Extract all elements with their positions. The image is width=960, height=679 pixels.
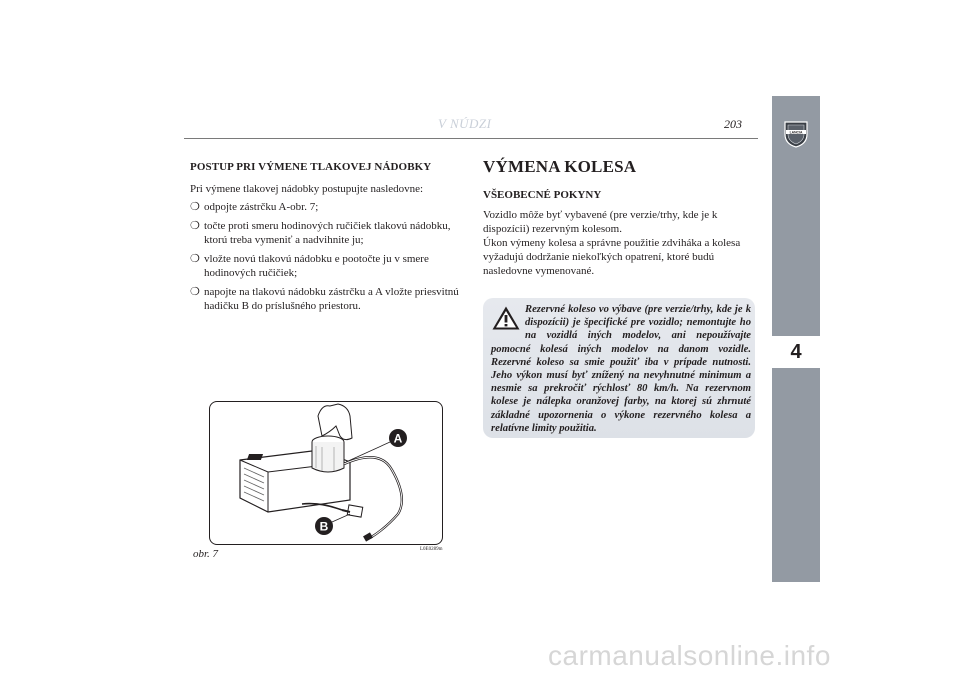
section-heading: POSTUP PRI VÝMENE TLAKOVEJ NÁDOBKY: [190, 161, 432, 173]
chapter-number: 4: [772, 336, 820, 368]
figure-code: L0E0289m: [420, 547, 443, 552]
list-item: ❍ odpojte zástrčku A-obr. 7;: [190, 201, 319, 213]
left-column: [190, 160, 462, 318]
bullet-circle-icon: ❍: [190, 201, 200, 213]
paragraph: Vozidlo môže byť vybavené (pre verzie/trhy, kde je k dispozícii) rezervným kolesom.: [483, 209, 718, 235]
callout-b: B: [319, 519, 329, 534]
page-title: VÝMENA KOLESA: [483, 157, 637, 176]
compressor-drawing: [210, 402, 442, 544]
procedure-list: [190, 200, 462, 313]
header-divider: [184, 138, 758, 139]
lancia-logo-icon: [782, 118, 810, 148]
figure-illustration: [209, 401, 443, 545]
warning-text: Rezervné koleso vo výbave (pre verzie/trhy, kde je k dispozícii) je špecifické pre vozidlo; nemontujte ho na vozidlá iných modelov, ani nepoužívajte pomocné kolesá iných modelov na danom vozidle. Rezervné koleso sa smie použiť iba v prípade nutnosti. Jeho výkon musí byť znížený na nevyhnutné minimum a nesmie sa prekročiť rýchlosť 80 km/h. Na rezervnom kolese je nálepka oranžovej farby, na ktorej sú zhrnuté základné upozornenia o výkone rezervného kolesa a relatívne limity použitia.: [491, 304, 751, 434]
bullet-circle-icon: ❍: [190, 253, 200, 265]
svg-text:LANCIA: LANCIA: [789, 130, 803, 135]
intro-text: Pri výmene tlakovej nádobky postupujte nasledovne:: [190, 183, 424, 195]
paragraph: Úkon výmeny kolesa a správne použitie zdviháka a kolesa vyžadujú dodržanie niekoľkých opatrení, ktoré budú nasledovne vymenované.: [483, 237, 741, 277]
figure-caption: obr. 7: [193, 548, 219, 560]
section-title: V NÚDZI: [438, 116, 492, 131]
list-item: ❍ točte proti smeru hodinových ručičiek tlakovú nádobku, ktorú treba vymeniť a nadvihnite ju;: [190, 220, 451, 246]
subheading: VŠEOBECNÉ POKYNY: [483, 189, 602, 201]
right-column: [483, 157, 755, 282]
watermark: carmanualsonline.info: [548, 640, 831, 671]
list-item: ❍ vložte novú tlakovú nádobku e pootočte ju v smere hodinových ručičiek;: [190, 253, 429, 279]
bullet-circle-icon: ❍: [190, 220, 200, 232]
bullet-circle-icon: ❍: [190, 286, 200, 298]
page-number: 203: [724, 117, 742, 131]
list-item: ❍ napojte na tlakovú nádobku zástrčku a A vložte priesvitnú hadičku B do príslušného priestoru.: [190, 286, 459, 312]
callout-a: A: [393, 431, 403, 446]
